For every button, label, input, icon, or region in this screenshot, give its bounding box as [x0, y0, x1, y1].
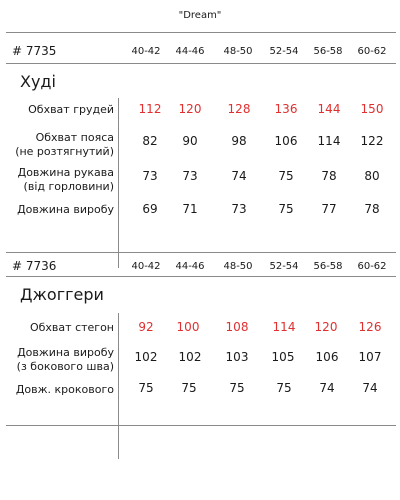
column-divider	[118, 313, 119, 459]
value-cell: 98	[231, 134, 247, 148]
value-cell: 74	[319, 381, 335, 395]
size-header: 52-54	[269, 261, 299, 272]
value-cell: 122	[360, 134, 384, 148]
value-cell: 75	[276, 381, 292, 395]
value-cell: 77	[321, 202, 337, 216]
value-cell: 112	[138, 102, 162, 116]
value-cell: 69	[142, 202, 158, 216]
value-cell: 73	[142, 169, 158, 183]
size-header: 60-62	[357, 261, 387, 272]
value-cell: 78	[321, 169, 337, 183]
size-header: 56-58	[313, 261, 343, 272]
row-label: Довжина рукава (від горловини)	[17, 166, 114, 193]
value-cell: 108	[225, 320, 249, 334]
size-header: 44-46	[175, 261, 205, 272]
size-header: 40-42	[131, 46, 161, 57]
value-cell: 114	[272, 320, 296, 334]
value-cell: 106	[274, 134, 298, 148]
value-cell: 105	[271, 350, 295, 364]
row-label: Довжина виробу	[17, 203, 114, 216]
row-label: Довжина виробу (з бокового шва)	[16, 346, 114, 373]
row-label: Обхват стегон	[29, 321, 114, 334]
value-cell: 75	[181, 381, 197, 395]
row-label: Обхват пояса (не розтягнутий)	[15, 131, 114, 158]
size-header-row	[0, 44, 400, 60]
size-header-row	[0, 259, 400, 275]
size-header: 56-58	[313, 46, 343, 57]
value-cell: 73	[231, 202, 247, 216]
size-header: 52-54	[269, 46, 299, 57]
value-cell: 150	[360, 102, 384, 116]
size-header: 44-46	[175, 46, 205, 57]
value-cell: 92	[138, 320, 154, 334]
value-cell: 75	[138, 381, 154, 395]
value-cell: 126	[358, 320, 382, 334]
value-cell: 78	[364, 202, 380, 216]
size-header: 48-50	[223, 261, 253, 272]
value-cell: 74	[231, 169, 247, 183]
value-cell: 75	[278, 202, 294, 216]
size-header: 60-62	[357, 46, 387, 57]
value-cell: 120	[178, 102, 202, 116]
value-cell: 80	[364, 169, 380, 183]
value-cell: 75	[229, 381, 245, 395]
divider	[6, 32, 396, 33]
value-cell: 75	[278, 169, 294, 183]
value-cell: 73	[182, 169, 198, 183]
value-cell: 103	[225, 350, 249, 364]
value-cell: 100	[176, 320, 200, 334]
divider	[6, 425, 396, 426]
row-label: Довж. крокового	[15, 383, 114, 396]
value-cell: 74	[362, 381, 378, 395]
value-cell: 144	[317, 102, 341, 116]
value-cell: 114	[317, 134, 341, 148]
value-cell: 102	[178, 350, 202, 364]
divider	[6, 276, 396, 277]
value-cell: 102	[134, 350, 158, 364]
value-cell: 90	[182, 134, 198, 148]
value-cell: 128	[227, 102, 251, 116]
size-header: 40-42	[131, 261, 161, 272]
section-heading: Джоггери	[20, 285, 104, 304]
model-number: # 7736	[12, 259, 57, 273]
value-cell: 107	[358, 350, 382, 364]
value-cell: 71	[182, 202, 198, 216]
column-divider	[118, 98, 119, 268]
size-header: 48-50	[223, 46, 253, 57]
divider	[6, 252, 396, 253]
value-cell: 120	[314, 320, 338, 334]
value-cell: 82	[142, 134, 158, 148]
row-label: Обхват грудей	[28, 103, 114, 116]
section-heading: Худі	[20, 72, 56, 91]
divider	[6, 63, 396, 64]
value-cell: 106	[315, 350, 339, 364]
page-title: "Dream"	[178, 10, 222, 21]
value-cell: 136	[274, 102, 298, 116]
model-number: # 7735	[12, 44, 57, 58]
